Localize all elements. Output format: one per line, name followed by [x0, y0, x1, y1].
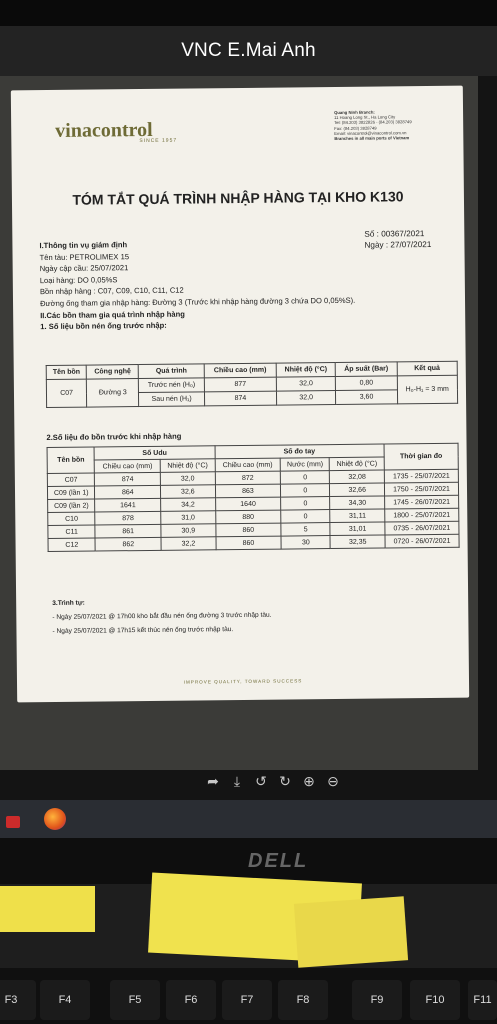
table-header: Tên bồn: [46, 365, 86, 379]
rotate-right-icon[interactable]: ↻: [279, 773, 291, 789]
table-header: Kết quả: [397, 361, 458, 376]
table-cell: 874: [95, 472, 161, 486]
table-cell: 861: [95, 524, 161, 538]
table-cell: 0735 - 26/07/2021: [385, 521, 459, 535]
document-number: Số : 00367/2021: [364, 229, 425, 239]
table-header: Công nghệ: [87, 365, 139, 380]
table-cell: 1750 - 25/07/2021: [384, 482, 458, 496]
viewer-toolbar: [204, 772, 342, 792]
table-cell: 32,6: [161, 485, 216, 499]
table-cell: 0,80: [336, 376, 397, 391]
monitor-brand-logo: DELL: [248, 850, 309, 872]
table-cell: 863: [215, 484, 281, 498]
table-cell: 874: [204, 391, 276, 406]
section-2-header: II.Các bồn tham gia quá trình nhập hàng: [40, 309, 185, 320]
table-header: Nhiệt độ (°C): [330, 457, 385, 471]
sticky-note: [294, 896, 408, 968]
table-cell: 880: [215, 510, 281, 524]
table-cell: 3,60: [336, 390, 397, 405]
table-cell: 0: [281, 510, 330, 524]
table-cell: 32,66: [330, 483, 385, 497]
branch-line: Email: vinacontrol@vinacontrol.com.vn: [334, 130, 407, 136]
table-cell: 1735 - 25/07/2021: [384, 469, 458, 483]
table-cell: 31,0: [161, 511, 216, 525]
app-icon[interactable]: [6, 816, 20, 828]
table-header: Số Udu: [95, 446, 215, 460]
table-header: Nhiệt độ (°C): [160, 459, 215, 473]
table-cell: 34,30: [330, 496, 385, 510]
table-header: Áp suất (Bar): [336, 362, 397, 377]
table-header: Nước (mm): [280, 458, 329, 472]
window-title: VNC E.Mai Anh: [181, 40, 316, 61]
table-cell: 31,01: [330, 522, 385, 536]
document-date: Ngày : 27/07/2021: [364, 239, 432, 250]
company-logo: vinacontrol: [55, 118, 153, 142]
table-cell: 878: [95, 511, 161, 525]
pressure-test-table: [46, 361, 458, 408]
rotate-left-icon[interactable]: ↺: [255, 773, 267, 789]
table-header: Chiều cao (mm): [204, 363, 276, 378]
info-line: Bồn nhập hàng : C07, C09, C10, C11, C12: [39, 285, 184, 297]
key-f5[interactable]: F5: [110, 980, 160, 1020]
table-cell: 0: [281, 484, 330, 498]
table-cell: C10: [48, 512, 96, 525]
table-cell: 32,0: [276, 390, 336, 405]
inspection-info: [39, 237, 355, 333]
table-cell: 32,2: [161, 537, 216, 551]
table-cell: 5: [281, 523, 330, 537]
table-cell: 0: [281, 497, 330, 511]
table-cell: C09 (lần 1): [47, 486, 95, 499]
taskbar: [0, 800, 497, 838]
tank-measurement-table: [47, 443, 460, 552]
table-header: Chiều cao (mm): [95, 459, 161, 473]
document-footer: IMPROVE QUALITY, TOWARD SUCCESS: [183, 678, 303, 685]
procedure-notes: [52, 595, 272, 639]
table-cell: Sau nén (H₁): [139, 392, 205, 407]
table-cell: 862: [95, 537, 161, 551]
table-cell: 30,9: [161, 524, 216, 538]
branch-line: Fax: (84.203) 3828749: [334, 125, 377, 131]
download-icon[interactable]: ⤓: [233, 773, 241, 789]
table-cell: C07: [47, 473, 95, 486]
sticky-note: [0, 886, 95, 932]
branch-line: Tel: (84.203) 3822826 - (84.203) 3828749: [334, 119, 412, 126]
procedure-step: - Ngày 25/07/2021 @ 17h15 kết thúc nén ống trước nhập tàu.: [52, 626, 234, 635]
table-header: Nhiệt độ (°C): [276, 362, 336, 377]
key-f8[interactable]: F8: [278, 980, 328, 1020]
branch-line: Branches in all main ports of Vietnam: [334, 135, 410, 142]
table-cell: 30: [281, 536, 330, 550]
table-header: Quá trình: [139, 364, 205, 379]
table-cell: H₀-H₁ = 3 mm: [397, 375, 458, 404]
branch-line: 11 Hoang Long St., Ha Long City: [334, 114, 396, 121]
table-cell: 872: [215, 471, 281, 485]
document-page: [11, 86, 469, 703]
key-f9[interactable]: F9: [352, 980, 402, 1020]
table-cell: 32,0: [276, 376, 336, 391]
table-header: Tên bồn: [47, 447, 95, 473]
info-line: Ngày cập cầu: 25/07/2021: [39, 263, 129, 274]
table-2-title: 2.Số liệu đo bồn trước khi nhập hàng: [46, 431, 182, 443]
branch-info: [334, 109, 452, 141]
table-header: Số đo tay: [215, 444, 384, 459]
table-cell: 860: [216, 536, 282, 550]
table-cell: 864: [95, 485, 161, 499]
table-cell: 1745 - 26/07/2021: [385, 495, 459, 509]
key-f6[interactable]: F6: [166, 980, 216, 1020]
section-1-header: I.Thông tin vụ giám định: [39, 240, 128, 251]
table-cell: Đường 3: [87, 379, 139, 408]
top-bar: [0, 0, 497, 26]
table-header: Chiều cao (mm): [215, 458, 281, 472]
document-meta: [364, 228, 431, 251]
procedure-step: - Ngày 25/07/2021 @ 17h00 kho bắt đầu nén ống đường 3 trước nhập tàu.: [52, 611, 272, 621]
zoom-out-icon[interactable]: ⊖: [327, 773, 339, 789]
document-title: TÓM TẮT QUÁ TRÌNH NHẬP HÀNG TẠI KHO K130: [72, 188, 404, 208]
table-cell: 877: [204, 377, 276, 392]
table-cell: 1800 - 25/07/2021: [385, 508, 459, 522]
table-cell: 34,2: [161, 498, 216, 512]
info-line: Loại hàng: DO 0,05%S: [39, 275, 118, 285]
key-f4[interactable]: F4: [40, 980, 90, 1020]
table-header: Thời gian đo: [384, 443, 458, 470]
table-cell: 1640: [215, 497, 281, 511]
section-3-header: 3.Trình tự:: [52, 599, 85, 607]
table-cell: C11: [48, 525, 96, 538]
table-cell: 0: [281, 471, 330, 485]
info-line: Tên tàu: PETROLIMEX 15: [39, 251, 130, 262]
table-cell: 1641: [95, 498, 161, 512]
table-cell: 32,0: [160, 472, 215, 486]
firefox-icon[interactable]: [44, 808, 66, 830]
table-1-title: 1. Số liệu bồn nén ống trước nhập:: [40, 320, 167, 332]
branch-line: Quang Ninh Branch:: [334, 109, 375, 115]
table-cell: C07: [46, 379, 87, 407]
logo-since: SINCE 1957: [139, 137, 178, 145]
table-cell: C09 (lần 2): [48, 499, 96, 512]
table-cell: 32,35: [330, 535, 385, 549]
key-f11[interactable]: F11: [468, 980, 497, 1020]
key-f3[interactable]: F3: [0, 980, 36, 1020]
key-f7[interactable]: F7: [222, 980, 272, 1020]
info-line: Đường ống tham gia nhập hàng: Đường 3 (Trước khi nhập hàng đường 3 chứa DO 0,05%S).: [39, 295, 356, 309]
table-cell: C12: [48, 538, 96, 551]
table-cell: 32,08: [330, 470, 385, 484]
table-cell: 860: [215, 523, 281, 537]
zoom-in-icon[interactable]: ⊕: [303, 773, 315, 789]
table-cell: 0720 - 26/07/2021: [385, 534, 459, 548]
table-cell: 31,11: [330, 509, 385, 523]
table-cell: Trước nén (H₀): [139, 378, 205, 393]
key-f10[interactable]: F10: [410, 980, 460, 1020]
share-icon[interactable]: ➦: [207, 773, 219, 789]
